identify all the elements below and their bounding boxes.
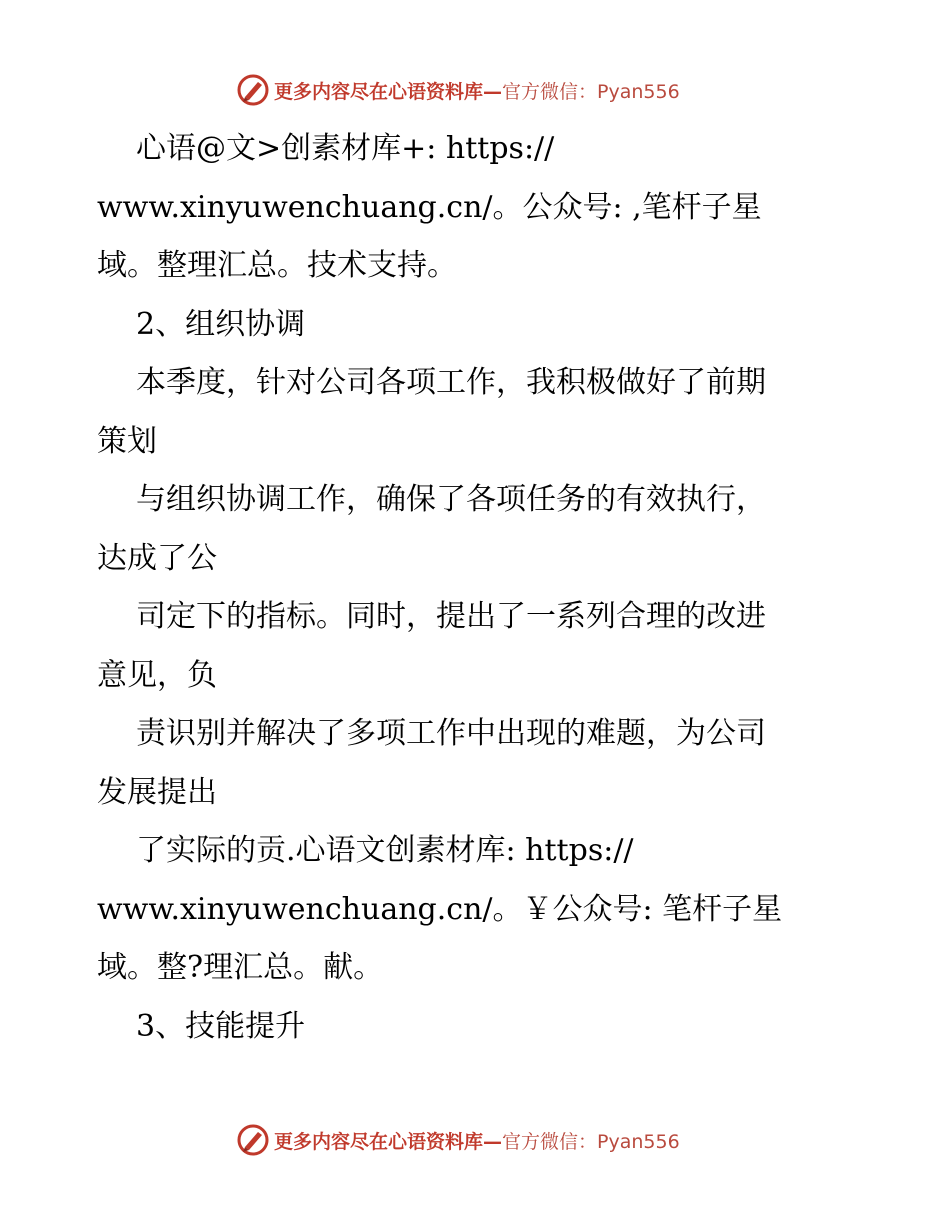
pen-logo-icon	[236, 73, 270, 107]
footer-banner-text	[274, 1127, 680, 1154]
body-line: 责识别并解决了多项工作中出现的难题，为公司	[136, 716, 766, 751]
body-line: 3、技能提升	[136, 1008, 306, 1044]
body-line: 策划	[97, 423, 157, 459]
header-banner-wechat: 官方微信：Pyan556	[502, 80, 680, 103]
header-banner-title: 更多内容尽在心语资料库—	[274, 80, 503, 103]
body-line: 意见，负	[97, 657, 217, 693]
body-line: 了实际的贡.心语文创素材库: https://	[136, 833, 634, 868]
body-line: 达成了公	[97, 540, 217, 576]
body-line: 司定下的指标。同时，提出了一系列合理的改进	[136, 599, 766, 634]
body-line: www.xinyuwenchuang.cn/。￥公众号: 笔杆子星	[97, 891, 783, 927]
body-line: 域。整?理汇总。献。	[97, 950, 384, 985]
body-line: 发展提出	[97, 774, 217, 810]
body-line: www.xinyuwenchuang.cn/。公众号: ,笔杆子星	[97, 189, 762, 225]
header-banner	[236, 72, 680, 108]
body-line: 2、组织协调	[136, 306, 306, 342]
pen-logo-icon	[236, 1123, 270, 1157]
body-line: 本季度，针对公司各项工作，我积极做好了前期	[136, 365, 766, 400]
header-banner-text	[274, 77, 680, 104]
footer-banner-wechat: 官方微信：Pyan556	[502, 1130, 680, 1153]
body-line: 与组织协调工作，确保了各项任务的有效执行，	[136, 482, 766, 517]
body-line: 心语@文>创素材库+: https://	[136, 131, 555, 166]
document-body	[97, 120, 867, 1056]
footer-banner-title: 更多内容尽在心语资料库—	[274, 1130, 503, 1153]
footer-banner	[236, 1122, 680, 1158]
body-line: 域。整理汇总。技术支持。	[97, 248, 457, 283]
